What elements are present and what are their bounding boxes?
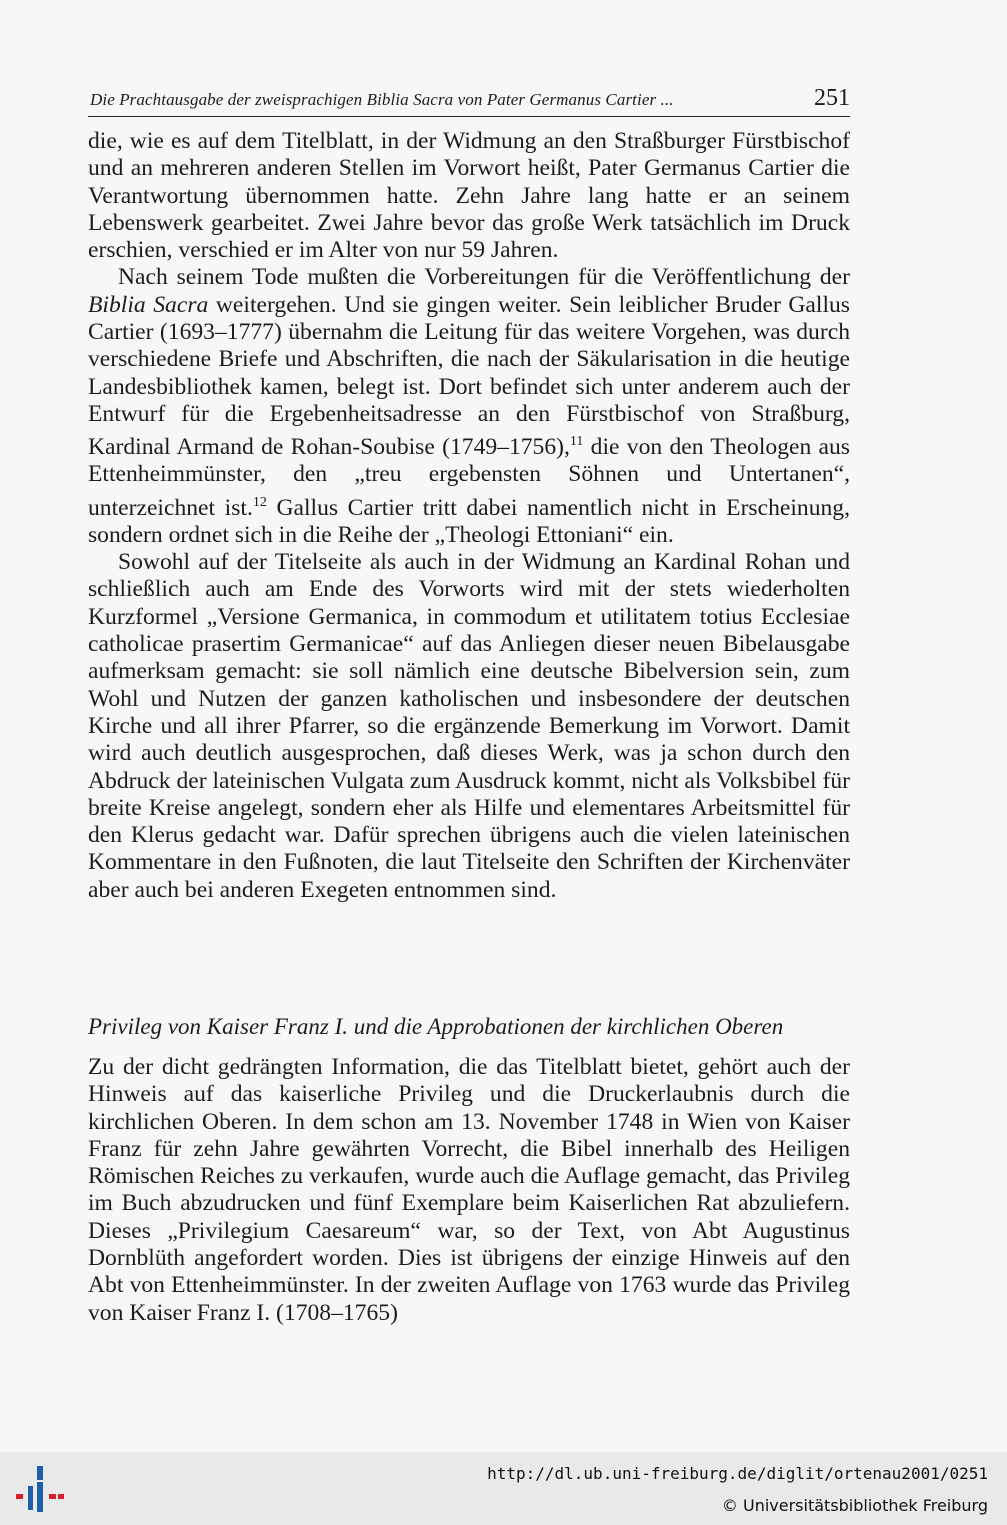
paragraph-3: Sowohl auf der Titelseite als auch in der Widmung an Kardinal Rohan und schließlich auch am Ende des Vorworts wird mit der stets wiederholten Kurzformel „Versione Germanica, in commodum et utilitatem totius Ecclesiae catholicae prasertim Germanicae“ auf das Anliegen dieser neuen Bibelausgabe aufmerksam gemacht: sie soll nämlich eine deutsche Bibelversion sein, zum Wohl und Nutzen der ganzen katholischen und insbesondere der deutschen Kirche und all ihrer Pfarrer, so die ergänzende Bemerkung im Vorwort. Damit wird auch deutlich ausgesprochen, daß dieses Werk, was ja schon durch den Abdruck der lateinischen Vulgata zum Ausdruck kommt, nicht als Volksbibel für breite Kreise angelegt, sondern eher als Hilfe und elementares Arbeitsmittel für den Klerus gedacht war. Dafür sprechen übrigens auch die vielen lateinischen Kommentare in den Fußnoten, die laut Titelseite den Schriften der Kirchenväter aber auch bei anderen Exegeten entnommen sind.: [88, 549, 850, 903]
paragraph-2-part-1: Nach seinem Tode mußten die Vorbereitungen für die Veröffentlichung der: [118, 264, 850, 291]
paragraph-2-part-2: weitergehen. Und sie gingen weiter. Sein leiblicher Bruder Gallus Cartier (1693–1777) übernahm die Leitung für das weitere Vorgehen, was durch verschiedene Briefe und Abschriften, die nach der Säkularisation in die heutige Landesbibliothek kamen, belegt ist. Dort befindet sich unter anderem auch der Entwurf für die Ergebenheitsadresse an den Fürstbischof von Straßburg, Kardinal Armand de Rohan-Soubise (1749–1756),: [88, 291, 850, 461]
biblia-sacra-title: Biblia Sacra: [88, 291, 209, 318]
page-number: 251: [814, 85, 850, 111]
section-body-text: [88, 1054, 850, 1327]
paragraph-1: die, wie es auf dem Titelblatt, in der Widmung an den Straßburger Fürstbischof und an mehreren anderen Stellen im Vorwort heißt, Pater Germanus Cartier die Verantwortung übernommen hatte. Zehn Jahre lang hatte er an seinem Lebenswerk gearbeitet. Zwei Jahre bevor das große Werk tatsächlich im Druck erschien, verschied er im Alter von nur 59 Jahren.: [88, 128, 850, 264]
paragraph-2: [88, 264, 850, 549]
section-heading: Privileg von Kaiser Franz I. und die Approbationen der kirchlichen Oberen: [88, 1014, 784, 1039]
body-text: [88, 128, 850, 904]
paragraph-4: Zu der dicht gedrängten Information, die das Titelblatt bietet, gehört auch der Hinweis auf das kaiserliche Privileg und die Druckerlaubnis durch die kirchlichen Oberen. In dem schon am 13. November 1748 in Wien von Kaiser Franz für zehn Jahre gewährten Vorrecht, die Bibel innerhalb des Heiligen Römischen Reiches zu verkaufen, wurde auch die Auflage gemacht, das Privileg im Buch abzudrucken und fünf Exemplare beim Kaiserlichen Rat abzuliefern. Dieses „Privilegium Caesareum“ war, so der Text, von Abt Augustinus Dornblüth angefordert worden. Dies ist übrigens der einzige Hinweis auf den Abt von Ettenheimmünster. In der zweiten Auflage von 1763 wurde das Privileg von Kaiser Franz I. (1708–1765): [88, 1054, 850, 1326]
copyright-notice: © Universitätsbibliothek Freiburg: [721, 1496, 988, 1515]
page-header: [88, 86, 850, 117]
viewer-footer: [0, 1452, 1007, 1525]
footnote-ref-12[interactable]: 12: [252, 494, 267, 510]
paragraph-2-part-3: die von den Theologen aus Ettenheimmünster, den „treu ergebensten Söhnen und Untertanen“, unterzeichnet ist.: [88, 434, 850, 521]
ub-freiburg-logo-icon[interactable]: [14, 1464, 66, 1514]
footnote-ref-11[interactable]: 11: [569, 434, 584, 450]
running-head: Die Prachtausgabe der zweisprachigen Biblia Sacra von Pater Germanus Cartier ...: [90, 90, 674, 109]
permalink-url[interactable]: http://dl.ub.uni-freiburg.de/diglit/ortenau2001/0251: [487, 1464, 988, 1483]
paragraph-2-part-4: Gallus Cartier tritt dabei namentlich nicht in Erscheinung, sondern ordnet sich in die Reihe der „Theologi Ettoniani“ ein.: [88, 494, 850, 548]
